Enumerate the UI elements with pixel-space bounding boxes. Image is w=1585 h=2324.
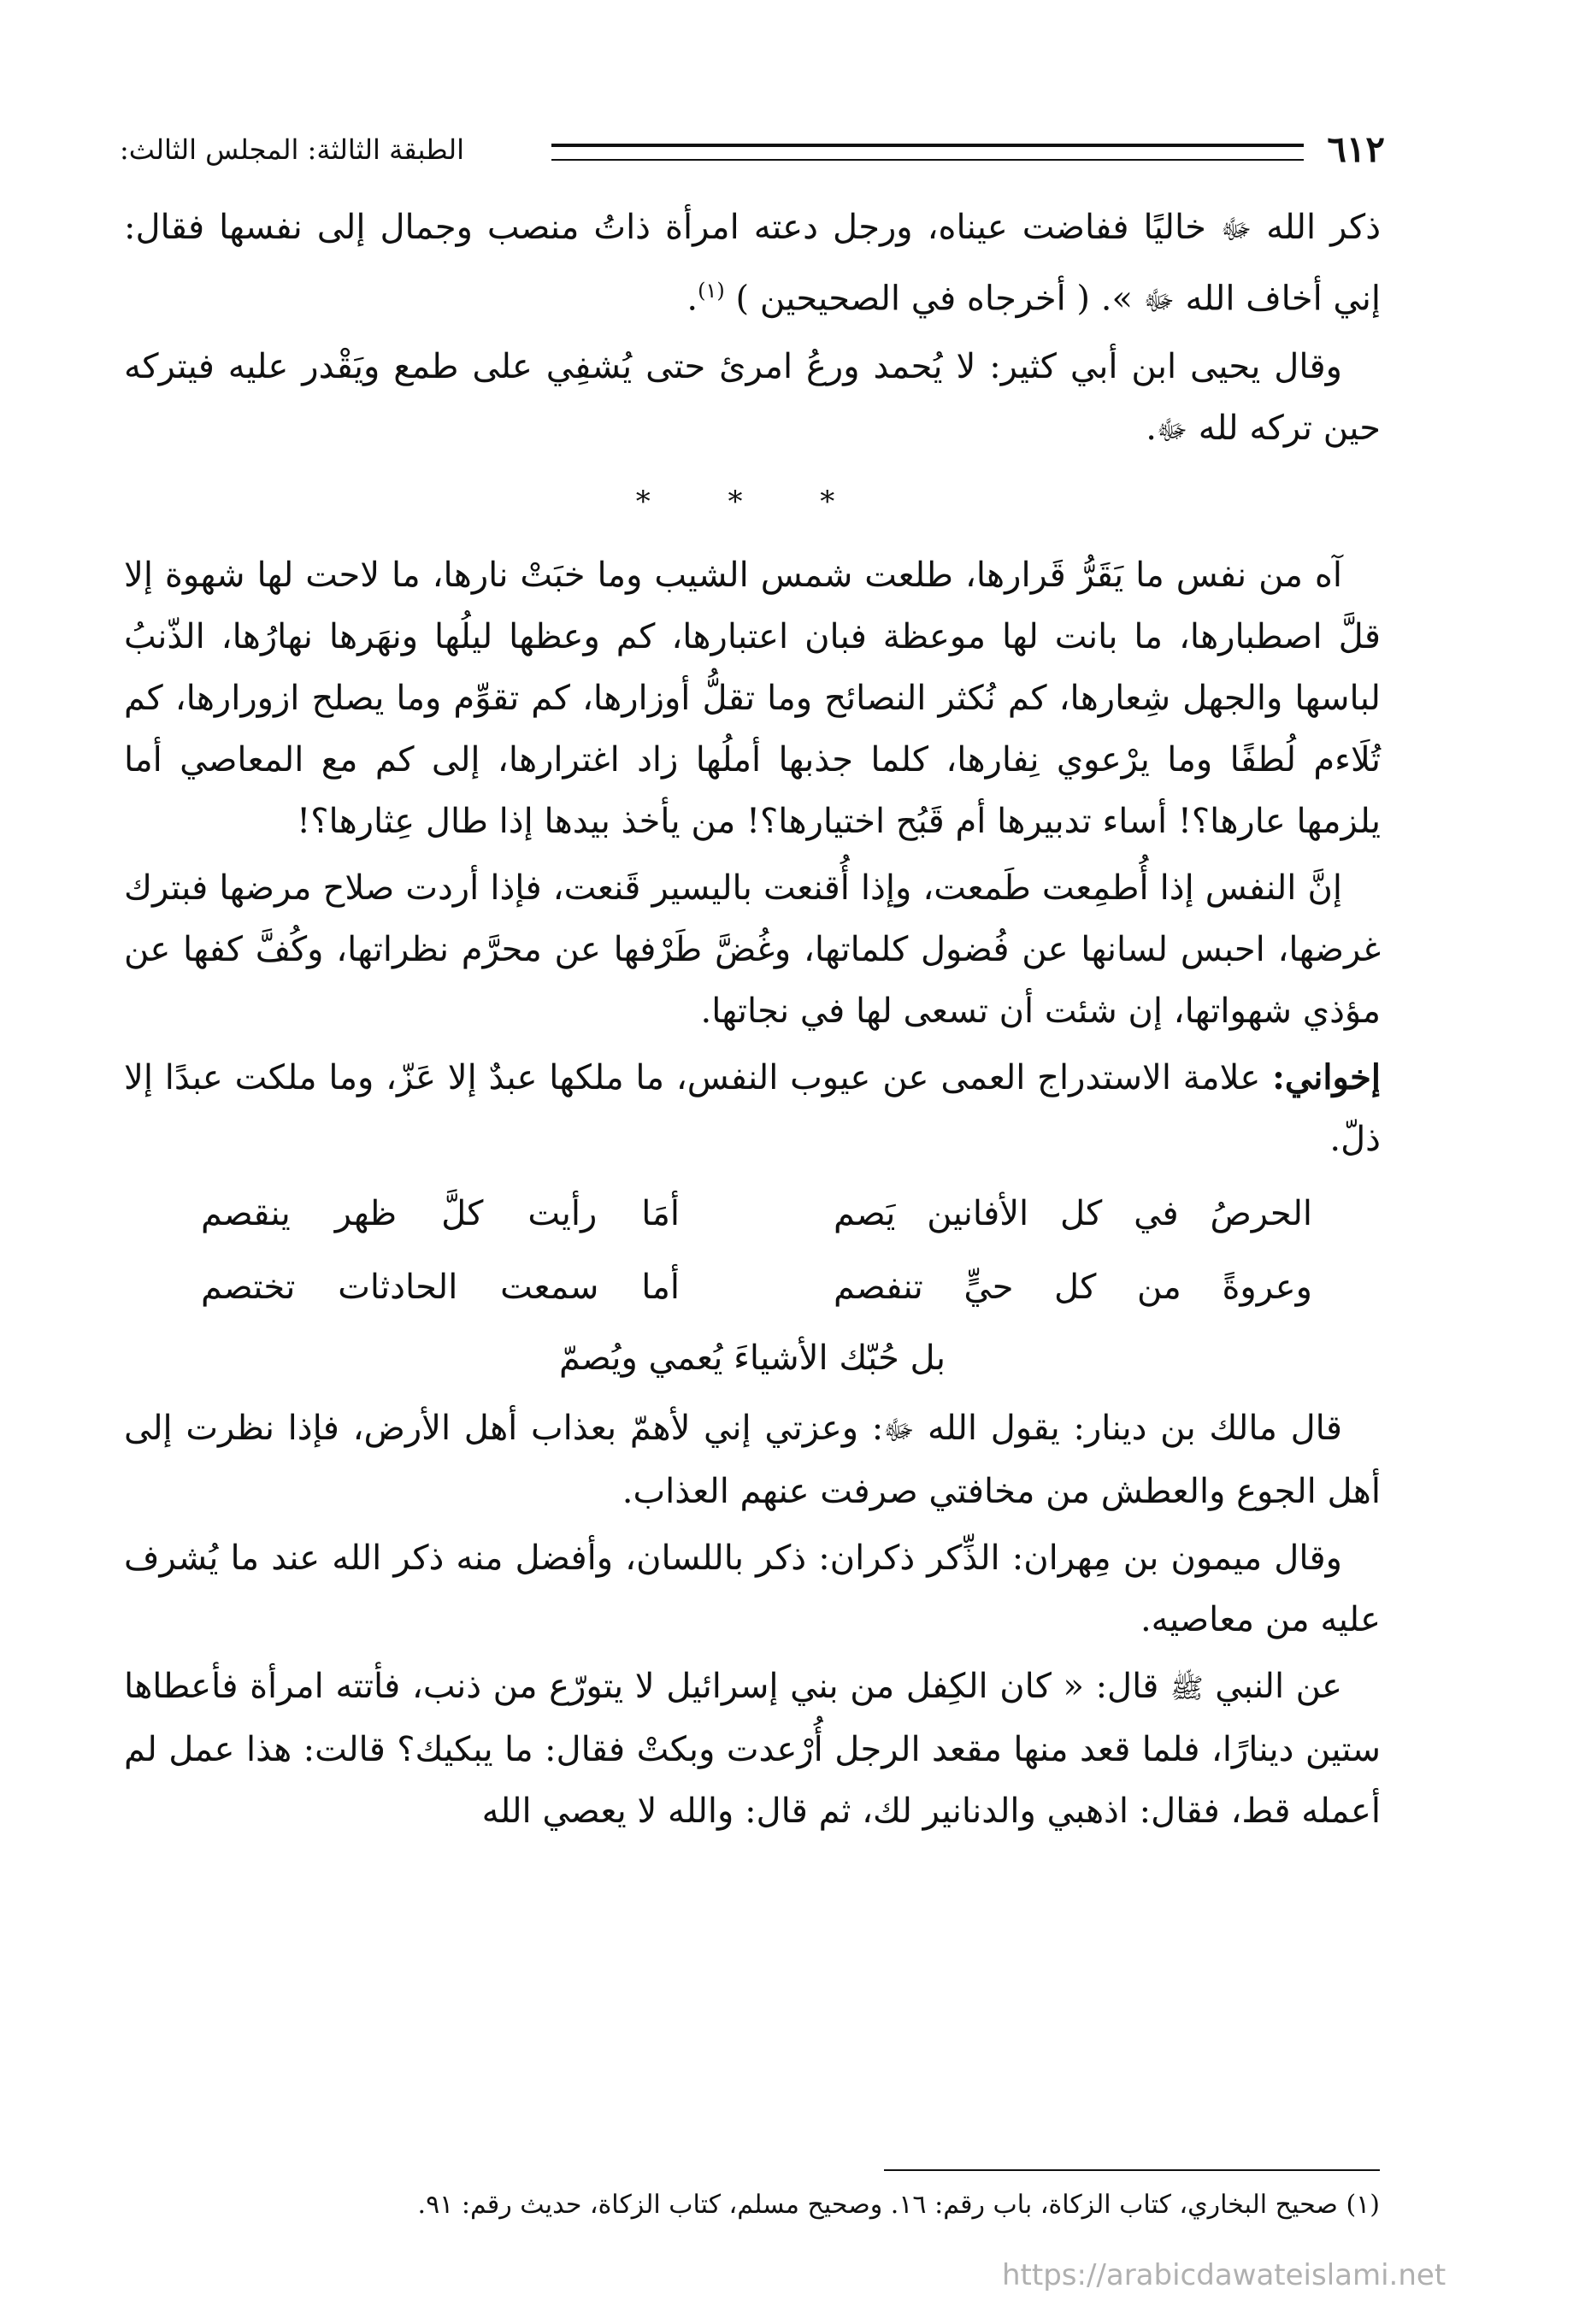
paragraph-6 <box>124 1397 1381 1522</box>
text-segment: قال مالك بن دينار: يقول الله <box>914 1409 1342 1449</box>
honorific-glyph: ﷻ <box>1220 213 1252 245</box>
text-segment: خاليًا ففاضت عيناه، ورجل دعته امرأة ذاتُ منصب وجمال إلى نفسها فقال: إني أخاف الله <box>124 208 1381 319</box>
honorific-glyph: ﷻ <box>1156 414 1188 447</box>
paragraph-1 <box>124 197 1381 331</box>
text-segment: وقال يحيى ابن أبي كثير: لا يُحمد ورعُ امرئ حتى يُشفِي على طمع ويَقْدر عليه فيتركه حين تركه لله <box>124 347 1381 449</box>
footnote-rule <box>884 2169 1380 2171</box>
text-segment: ». ( أخرجاه في الصحيحين ) <box>724 279 1144 319</box>
watermark: https://arabicdawateislami.net <box>1002 2258 1447 2292</box>
honorific-glyph: ﷻ <box>1143 284 1175 317</box>
honorific-glyph: ﷻ <box>883 1414 915 1447</box>
text-segment: . <box>1146 409 1157 449</box>
section-separator: * * * <box>635 485 869 520</box>
running-title: الطبقة الثالثة: المجلس الثالث: <box>120 133 464 166</box>
text-segment: ذكر الله <box>1252 208 1382 247</box>
paragraph-5 <box>124 1047 1381 1170</box>
verse-1 <box>124 1177 1381 1250</box>
hemistich-right: الحرصُ في كل الأفانين يَصم <box>834 1194 1312 1234</box>
text-segment: علامة الاستدراج العمى عن عيوب النفس، ما ملكها عبدٌ إلا عَزّ، وما ملكت عبدًا إلا ذلّ. <box>124 1058 1381 1160</box>
page-body <box>124 197 1381 1847</box>
paragraph-8 <box>124 1656 1381 1842</box>
salawat-glyph: ﷺ <box>1170 1672 1204 1705</box>
verse-3: بل حُبّك الأشياءَ يُعمي ويُصمّ <box>559 1339 946 1379</box>
footnote-ref[interactable]: (١) <box>698 279 725 303</box>
paragraph-7: وقال ميمون بن مِهران: الذِّكر ذكران: ذكر باللسان، وأفضل منه ذكر الله عند ما يُشرف عليه من معاصيه. <box>124 1539 1381 1640</box>
text-segment: عن النبي <box>1203 1667 1342 1707</box>
paragraph-3: آه من نفس ما يَقَرُّ قَرارها، طلعت شمس الشيب وما خبَتْ نارها، ما لاحت لها شهوة إلا قلَّ اصطبارها، ما بانت لها موعظة فبان اعتبارها، كم وعظها ليلُها ونهَرها نهارُها، الذّنبُ لباسها والجهل شِعارها، كم نُكثر النصائح وما تقلُّ أوزارها، كم تقوِّم وما يصلح ازورارها، كم تُلَاءم لُطفًا وما يرْعوي نِفارها، كلما جذبها أملُها زاد اغترارها، إلى كم مع المعاصي أما يلزمها عارها؟! أساء تدبيرها أم قَبُح اختيارها؟! من يأخذ بيدها إذا طال عِثارها؟! <box>124 556 1381 842</box>
paragraph-2 <box>124 336 1381 461</box>
footnote: (١) صحيح البخاري، كتاب الزكاة، باب رقم: ١٦. وصحيح مسلم، كتاب الزكاة، حديث رقم: ٩١. <box>417 2190 1380 2220</box>
hemistich-right: وعروةً من كل حيٍّ تنفصم <box>834 1268 1312 1308</box>
page-header <box>120 128 1385 171</box>
text-segment: قال: « كان الكِفل من بني إسرائيل لا يتورّع من ذنب، فأتته امرأة فأعطاها ستين دينارًا، فلما قعد منها مقعد الرجل أُرْعدت وبكتْ فقال: ما يبكيك؟ قالت: هذا عمل لم أعمله قط، فقال: اذهبي والدنانير لك، ثم قال: والله لا يعصي الله <box>124 1667 1381 1832</box>
text-segment: . <box>686 279 698 319</box>
text-segment: : وعزتي إني لأهمّ بعذاب أهل الأرض، فإذا نظرت إلى أهل الجوع والعطش من مخافتي صرفت عنهم العذاب. <box>124 1409 1381 1512</box>
lead-word: إخواني: <box>1272 1057 1381 1098</box>
verse-2 <box>124 1250 1381 1324</box>
page-number: ٦١٢ <box>1327 128 1385 170</box>
hemistich-left: أمَا رأيت كلَّ ظهر ينقصم <box>201 1194 680 1234</box>
paragraph-4: إنَّ النفس إذا أُطمِعت طَمعت، وإذا أُقنعت باليسير قَنعت، فإذا أردت صلاح مرضها فبترك غرضها، احبس لسانها عن فُضول كلماتها، وغُضَّ طَرْفها عن محرَّم نظراتها، وكُفَّ كفها عن مؤذي شهواتها، إن شئت أن تسعى لها في نجاتها. <box>124 868 1381 1032</box>
poem <box>124 1177 1381 1392</box>
header-rule <box>551 144 1304 161</box>
hemistich-left: أما سمعت الحادثات تختصم <box>201 1268 680 1308</box>
